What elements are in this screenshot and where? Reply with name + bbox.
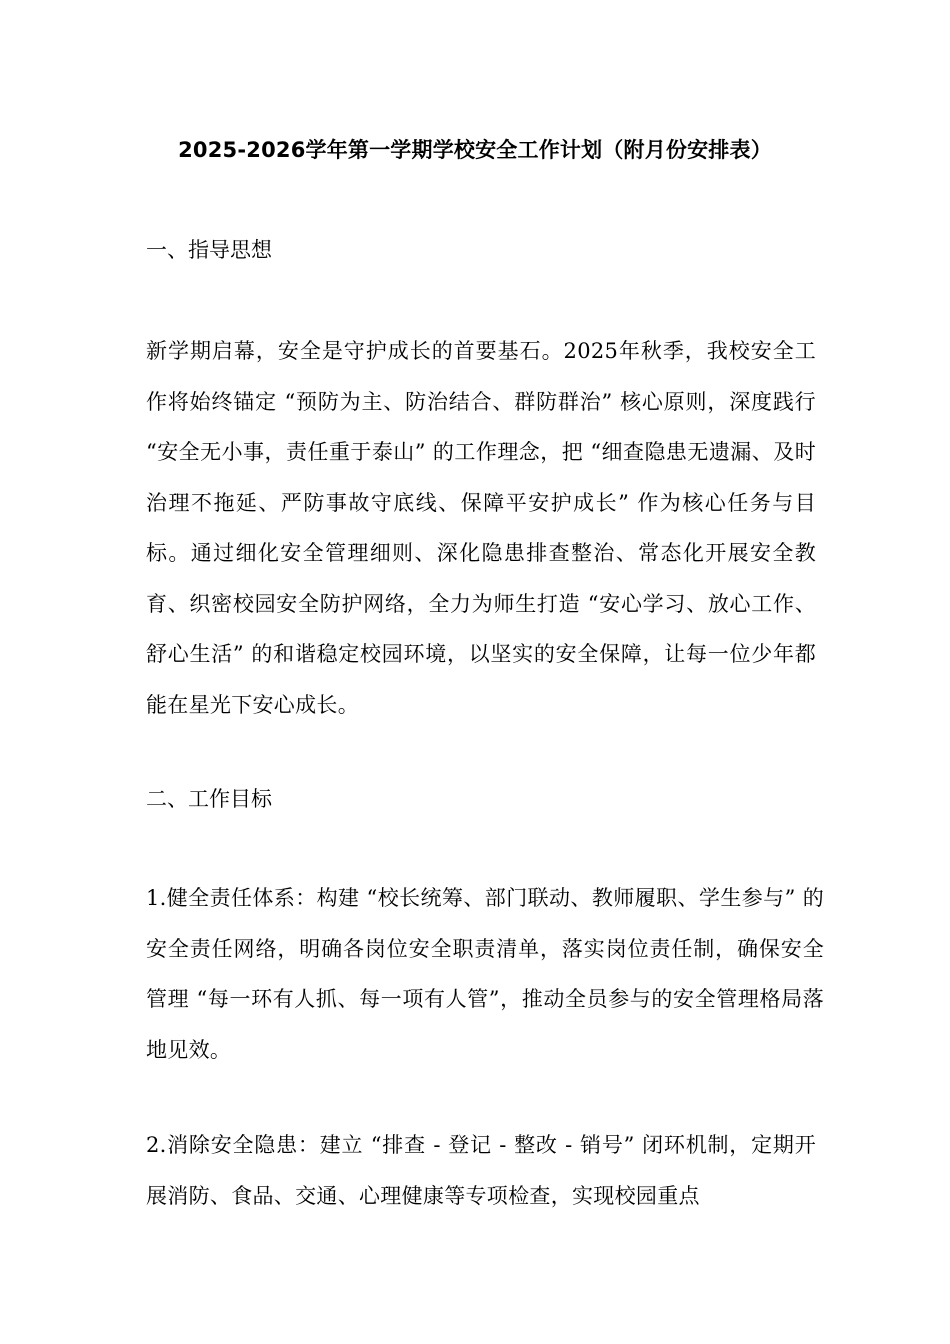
document-title: 2025-2026学年第一学期学校安全工作计划（附月份安排表） [178,138,772,162]
section-heading-work-goals: 二、工作目标 [146,787,272,811]
section-heading-guiding-ideology: 一、指导思想 [146,238,272,262]
paragraph-goal-2: 2.消除安全隐患：建立 “排查 - 登记 - 整改 - 销号” 闭环机制，定期开展消防、食品、交通、心理健康等专项检查，实现校园重点 [146,1133,816,1208]
paragraph-guiding-ideology: 新学期启幕，安全是守护成长的首要基石。2025年秋季，我校安全工作将始终锚定 “预防为主、防治结合、群防群治” 核心原则，深度践行 “安全无小事，责任重于泰山” 的工作理念，把 “细查隐患无遗漏、及时治理不拖延、严防事故守底线、保障平安护成长” 作为核心任务与目标。通过细化安全管理细则、深化隐患排查整治、常态化开展安全教育、织密校园安全防护网络，全力为师生打造 “安心学习、放心工作、舒心生活” 的和谐稳定校园环境，以坚实的安全保障，让每一位少年都能在星光下安心成长。 [146,339,816,717]
paragraph-goal-1: 1.健全责任体系：构建 “校长统筹、部门联动、教师履职、学生参与” 的安全责任网络，明确各岗位安全职责清单，落实岗位责任制，确保安全管理 “每一环有人抓、每一项有人管”，推动全员参与的安全管理格局落地见效。 [146,886,824,1062]
